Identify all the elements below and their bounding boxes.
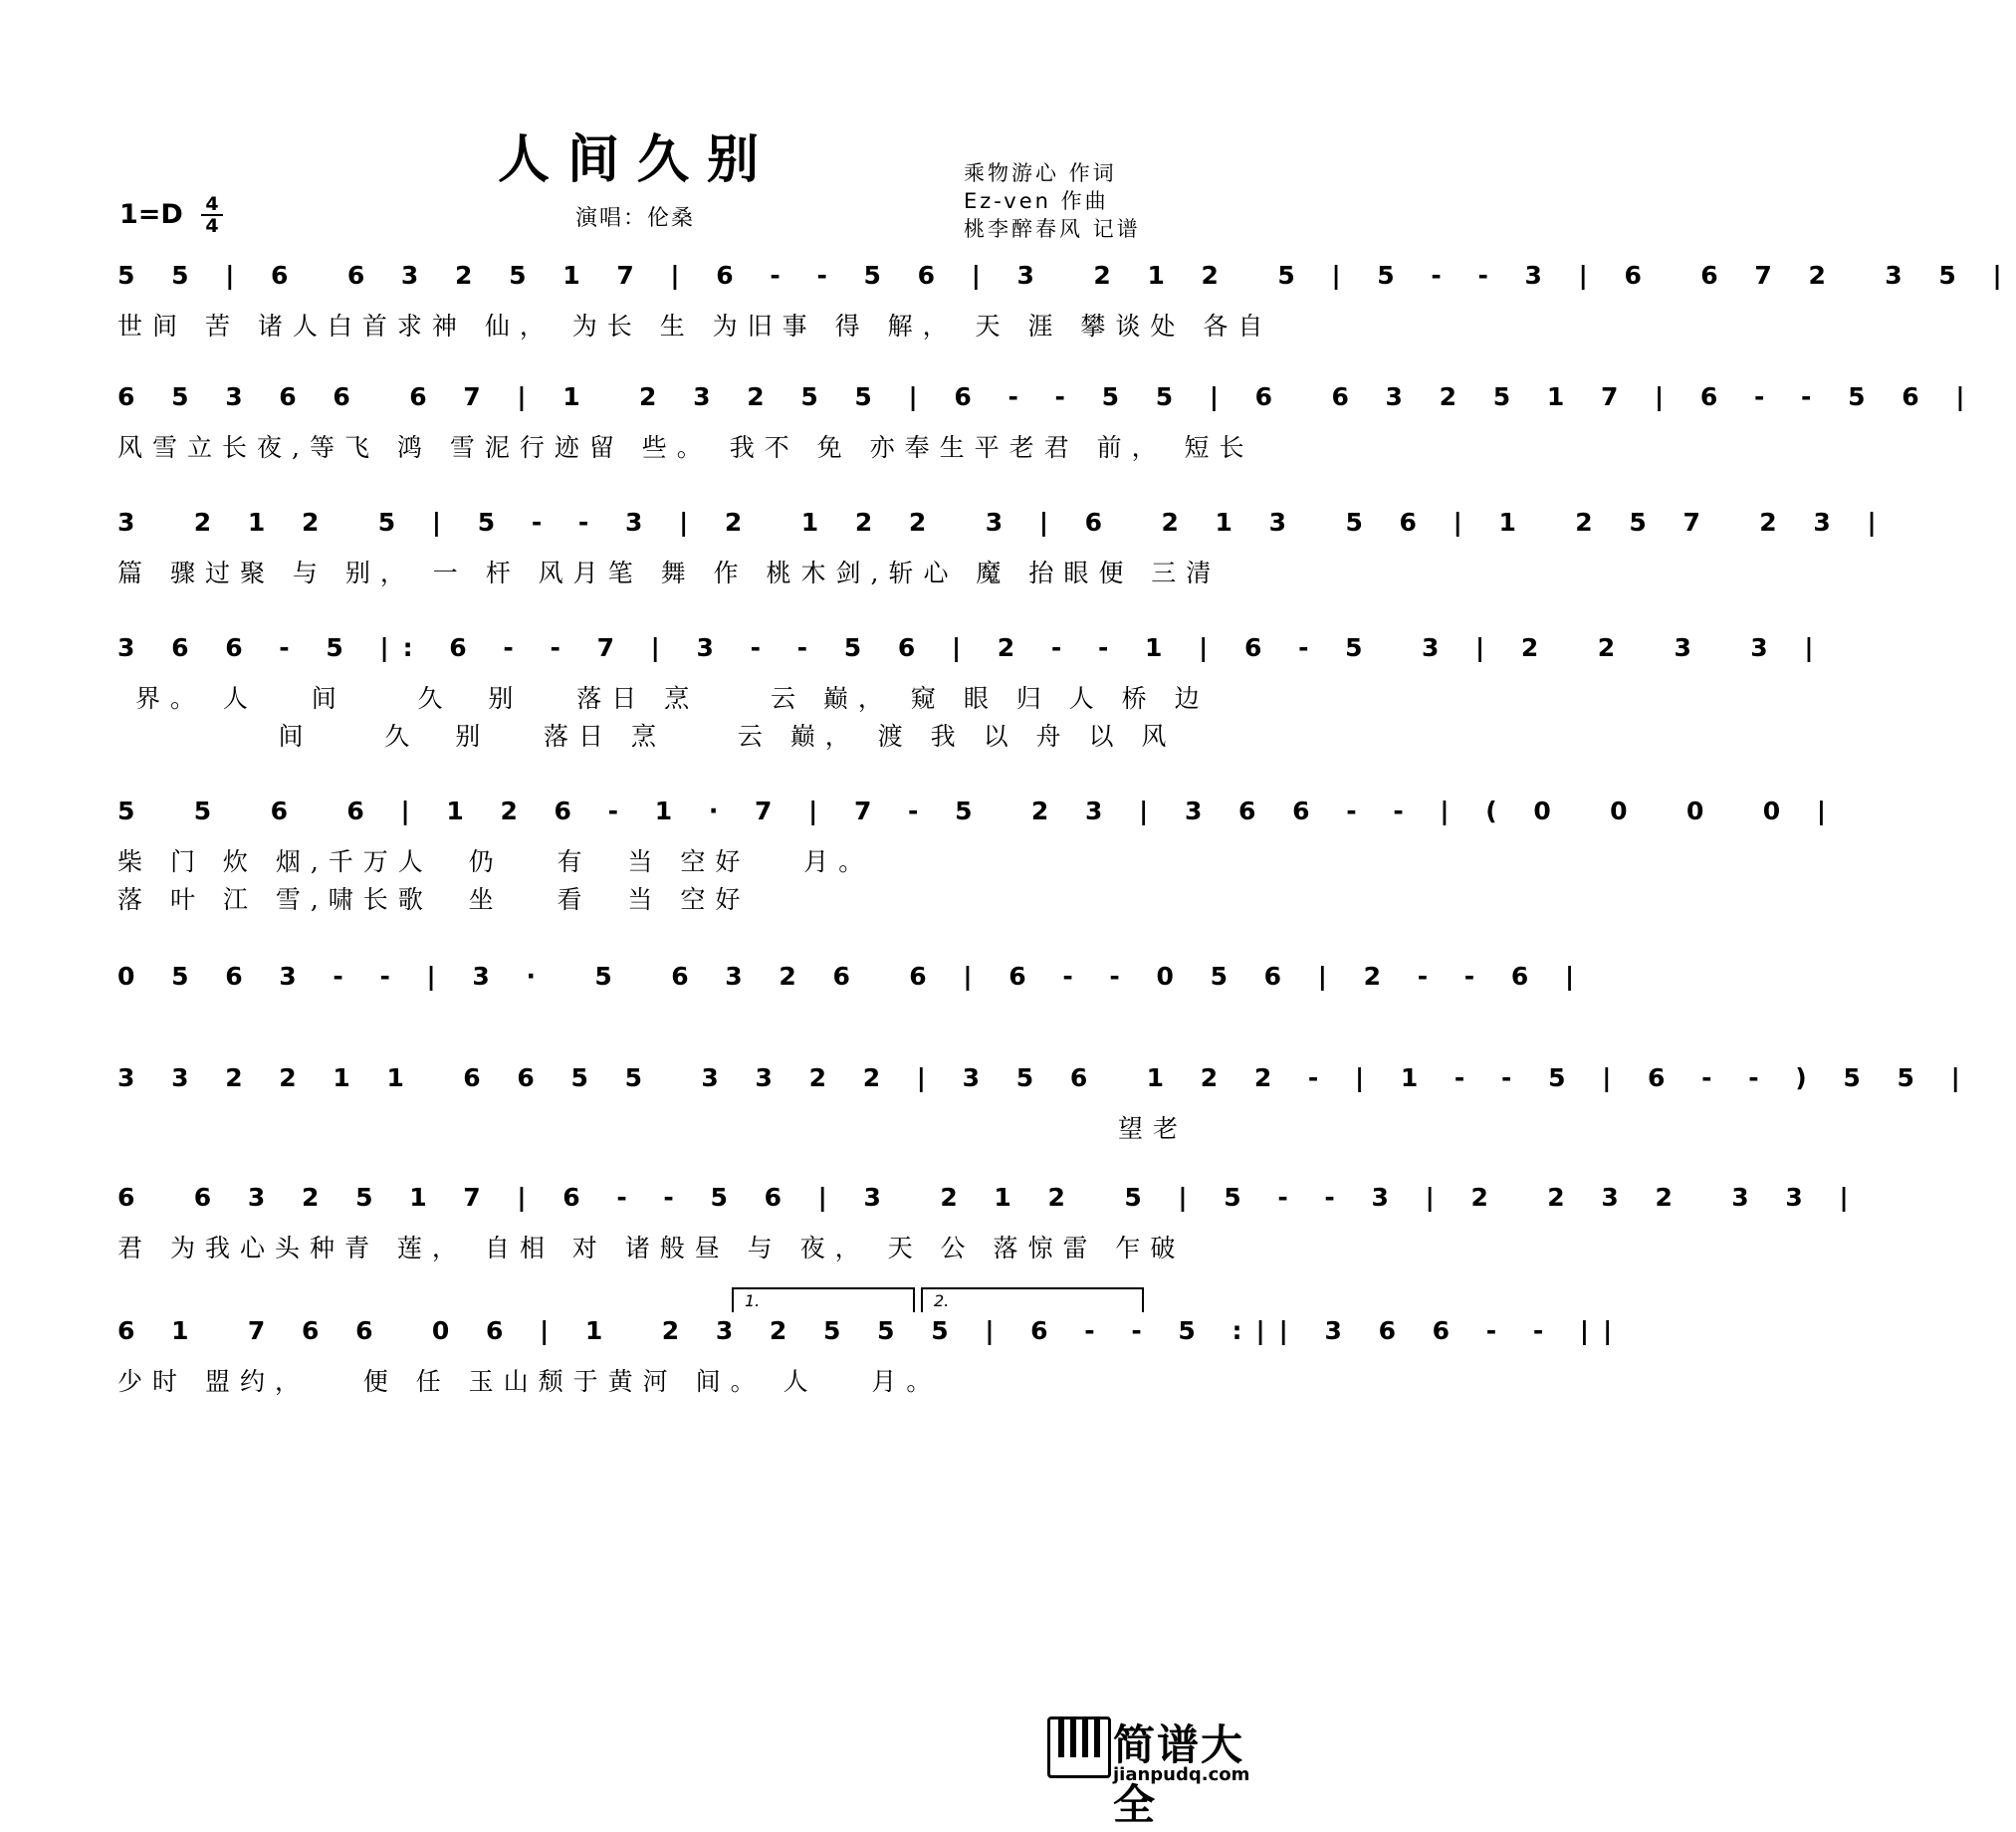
- piano-keys-icon: [1047, 1717, 1111, 1778]
- volta-2-label: 2.: [934, 1291, 950, 1310]
- volta-brackets: [117, 1282, 1153, 1312]
- transcriber: 桃李醉春风 记谱: [964, 217, 1141, 241]
- time-top: 4: [205, 193, 219, 215]
- volta-1-label: 1.: [745, 1291, 761, 1310]
- lyric-line-1: 世间 苦 诸人白首求神 仙， 为长 生 为旧事 得 解， 天 涯 攀谈处 各自: [117, 312, 1273, 341]
- singer: 演唱：伦桑: [575, 206, 696, 231]
- logo-brand: 简谱大全: [1113, 1720, 1245, 1829]
- lyric-line-1: 篇 骤过聚 与 别， 一 杆 风月笔 舞 作 桃木剑,斩心 魔 抬眼便 三清: [117, 559, 1222, 587]
- composer: Ez-ven 作曲: [964, 189, 1109, 213]
- credits: [964, 159, 1141, 243]
- lyric-line-1: 界。 人 间 久 别 落日 烹 云 巅， 窥 眼 归 人 桥 边: [117, 684, 1210, 713]
- notation-line: 6 6 3 2 5 1 7 | 6 - - 5 6 | 3 2 1 2 5 | 5 - - 3 | 2 2 3 2 3 3 |: [117, 1183, 1863, 1212]
- lyric-line-2: 间 久 别 落日 烹 云 巅， 渡 我 以 舟 以 风: [117, 722, 1177, 751]
- notation-line: 3 3 2 2 1 1 6 6 5 5 3 3 2 2 | 3 5 6 1 2 2 - | 1 - - 5 | 6 - - ) 5 5 |: [117, 1063, 1974, 1092]
- key-signature: 1=D: [119, 199, 183, 230]
- lyric-line-1: 风雪立长夜,等飞 鸿 雪泥行迹留 些。 我不 免 亦奉生平老君 前， 短长: [117, 433, 1254, 462]
- notation-line: 6 1 7 6 6 0 6 | 1 2 3 2 5 5 5 | 6 - - 5 :|| 3 6 6 - - ||: [117, 1316, 1627, 1345]
- site-logo[interactable]: [1047, 1713, 1266, 1829]
- volta-2-bracket: [922, 1288, 1143, 1312]
- notation-line: 3 6 6 - 5 |: 6 - - 7 | 3 - - 5 6 | 2 - - 1 | 6 - 5 3 | 2 2 3 3 |: [117, 633, 1828, 662]
- notation-line: 6 5 3 6 6 6 7 | 1 2 3 2 5 5 | 6 - - 5 5 | 6 6 3 2 5 1 7 | 6 - - 5 6 |: [117, 382, 1979, 411]
- notation-line: 5 5 6 6 | 1 2 6 - 1 · 7 | 7 - 5 2 3 | 3 6 6 - - | ( 0 0 0 0 |: [117, 797, 1841, 825]
- lyric-line-1: 柴 门 炊 烟,千万人 仍 有 当 空好 月。: [117, 847, 874, 876]
- time-bottom: 4: [205, 215, 219, 237]
- logo-url: jianpudq.com: [1113, 1764, 1250, 1785]
- lyric-line-2: 落 叶 江 雪,啸长歌 坐 看 当 空好: [117, 885, 751, 914]
- notation-line: 5 5 | 6 6 3 2 5 1 7 | 6 - - 5 6 | 3 2 1 2 5 | 5 - - 3 | 6 6 7 2 3 5 |: [117, 261, 2016, 290]
- lyric-line-1: 君 为我心头种青 莲， 自相 对 诸般昼 与 夜， 天 公 落惊雷 乍破: [117, 1234, 1186, 1262]
- volta-1-bracket: [733, 1288, 914, 1312]
- time-signature: [201, 195, 223, 235]
- lyric-line-1: 望老: [117, 1114, 1189, 1143]
- lyric-line-1: 少时 盟约， 便 任 玉山颓于黄河 间。 人 月。: [117, 1367, 942, 1396]
- lyricist: 乘物游心 作词: [964, 161, 1117, 185]
- notation-line: 0 5 6 3 - - | 3 · 5 6 3 2 6 6 | 6 - - 0 5 6 | 2 - - 6 |: [117, 962, 1589, 991]
- song-title: 人间久别: [497, 129, 777, 190]
- notation-line: 3 2 1 2 5 | 5 - - 3 | 2 1 2 2 3 | 6 2 1 3 5 6 | 1 2 5 7 2 3 |: [117, 508, 1891, 537]
